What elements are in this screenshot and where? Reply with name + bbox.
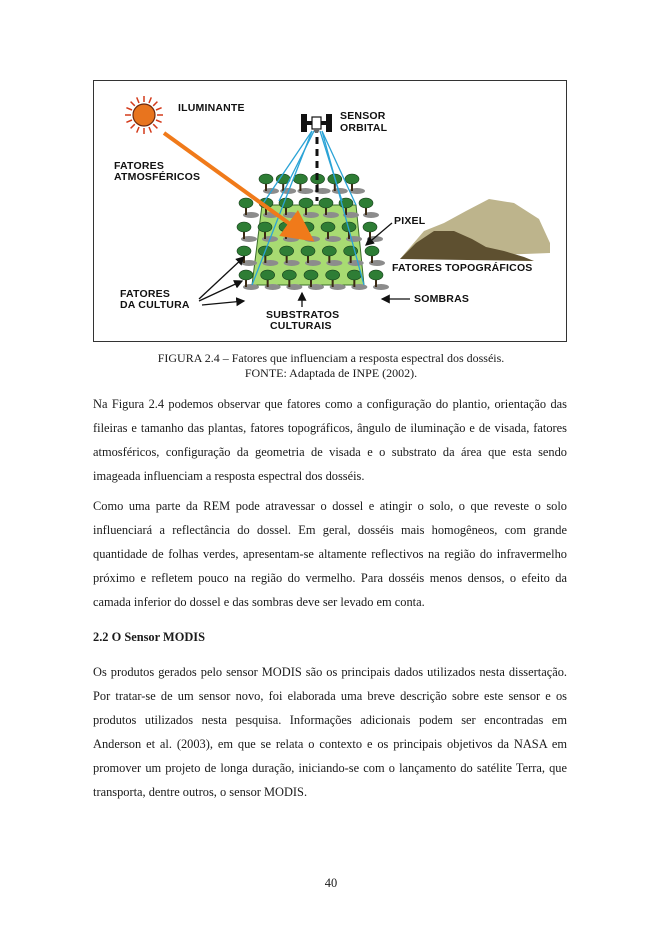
sun-ray [149,97,151,103]
sun-ray [131,102,135,106]
label-substratos-line2: CULTURAIS [270,320,332,332]
figure-source: FONTE: Adaptada de INPE (2002). [244,366,418,380]
sun-ray [131,124,135,128]
figure-caption: FIGURA 2.4 – Fatores que influenciam a resposta espectral dos dosséis. [157,351,505,365]
sun-ray [126,108,132,110]
label-fatores-atm-line2: ATMOSFÉRICOS [114,171,201,183]
label-sombras: SOMBRAS [414,293,470,305]
tree [293,174,313,194]
tree [237,222,257,242]
sun-ray [153,124,157,128]
tree [311,174,331,194]
tree-canopy [237,222,251,232]
sun-ray [126,120,132,122]
tree-canopy [293,174,307,184]
paragraph-2: Como uma parte da REM pode atravessar o dossel e atingir o solo, o que reveste o solo influenciará a reflectância do dossel. Em geral, dosséis mais homogêneos, com grande quantidade de folhas verdes, apresentam-se altamente reflectivos na região do infravermelho próximo e refletem pouco na região do vermelho. Para dosséis menos densos, o efeito da camada inferior do dossel e das sombras deve ser levado em conta. [93,499,567,609]
label-sensor-line1: SENSOR [340,110,386,122]
tree-canopy [345,174,359,184]
tree-canopy [319,198,333,208]
sun-ray [156,108,162,110]
tree [369,270,389,290]
label-fatores-atm-line1: FATORES [114,160,165,172]
tree [365,246,385,266]
tree-canopy [259,174,273,184]
tree-canopy [321,222,335,232]
label-fatores-cultura-line1: FATORES [120,288,171,300]
tree [237,246,257,266]
tree-canopy [347,270,361,280]
tree-canopy [258,222,272,232]
paragraph-3: Os produtos gerados pelo sensor MODIS são os principais dados utilizados nesta dissertação. Por tratar-se de um sensor novo, foi elaborada uma breve descrição sobre este sensor e os produtos utilizados nesta pesquisa. Informações adicionais podem ser encontradas em Anderson et al. (2003), em que se relata o contexto e os principais objetivos da NASA em promover um projeto de longa duração, iniciando-se com o lançamento do satélite Terra, que transporta, dentre outros, o sensor MODIS. [93,665,567,799]
sun-ray [137,127,139,133]
figure-frame [93,80,567,342]
label-substratos-line1: SUBSTRATOS [266,309,340,321]
tree-canopy [365,246,379,256]
tree-canopy [326,270,340,280]
label-fatores-topograficos: FATORES TOPOGRÁFICOS [392,262,533,274]
tree-canopy [369,270,383,280]
tree-canopy [359,198,373,208]
sun-ray [153,102,157,106]
tree [276,174,296,194]
sun-icon [125,96,163,134]
satellite-icon [301,114,332,133]
tree-canopy [299,198,313,208]
paragraph-1: Na Figura 2.4 podemos observar que fatores como a configuração do plantio, orientação das fileiras e tamanho das plantas, fatores topográficos, ângulo de iluminação e de visada, fatores atmosféricos, configuração da geometria de visada e o substrato da área que esta sendo imageada influenciam a resposta espectral dos dosséis. [93,397,567,483]
tree-canopy [301,246,315,256]
label-sensor-line2: ORBITAL [340,122,388,134]
label-iluminante: ILUMINANTE [178,102,245,114]
section-heading: 2.2 O Sensor MODIS [93,630,205,644]
label-pixel: PIXEL [394,215,426,227]
tree-canopy [261,270,275,280]
tree-canopy [322,246,336,256]
page-number: 40 [324,876,338,890]
tree-canopy [304,270,318,280]
sun-ray [156,120,162,122]
tree [359,198,379,218]
tree-canopy [239,198,253,208]
label-fatores-cultura-line2: DA CULTURA [120,299,190,311]
tree-canopy [280,246,294,256]
mountains [400,199,550,261]
tree-canopy [239,270,253,280]
tree-canopy [363,222,377,232]
sun-ray [149,127,151,133]
tree-canopy [282,270,296,280]
tree-canopy [237,246,251,256]
tree [345,174,365,194]
sun-ray [137,97,139,103]
